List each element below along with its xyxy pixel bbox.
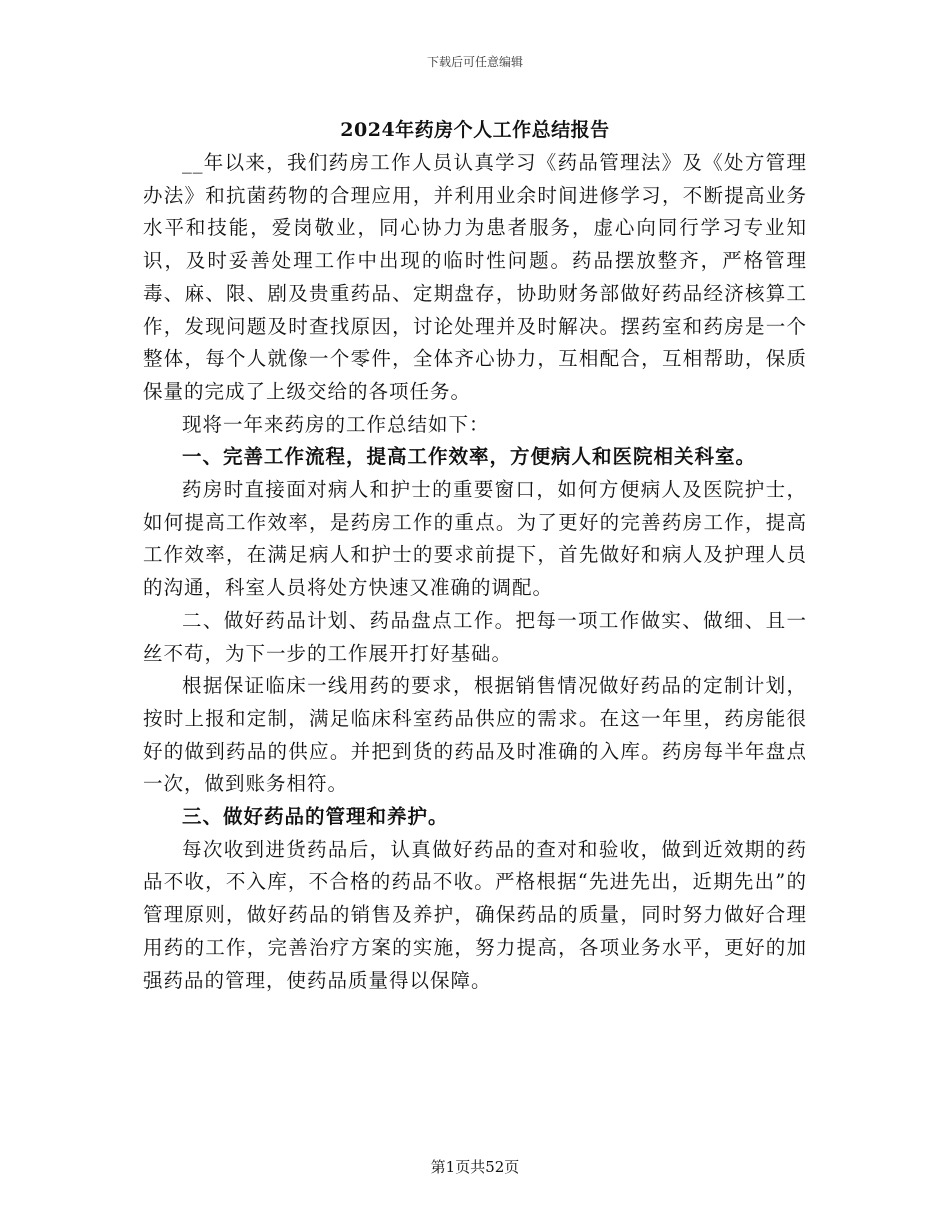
paragraph-section-1: 药房时直接面对病人和护士的重要窗口，如何方便病人及医院护士，如何提高工作效率，是药房工作的重点。为了更好的完善药房工作，提高工作效率，在满足病人和护士的要求前提下，首先做好和病人及护理人员的沟通，科室人员将处方快速又准确的调配。 [143,478,807,600]
header-note: 下载后可任意编辑 [426,55,523,69]
page-footer: 第1页共52页 [430,1158,520,1176]
section-heading-3: 三、做好药品的管理和养护。 [182,805,449,829]
paragraph-section-3: 每次收到进货药品后，认真做好药品的查对和验收，做到近效期的药品不收，不入库，不合格的药品不收。严格根据“先进先出，近期先出”的管理原则，做好药品的销售及养护，确保药品的质量，同时努力做好合理用药的工作，完善治疗方案的实施，努力提高，各项业务水平，更好的加强药品的管理，使药品质量得以保障。 [143,837,807,992]
paragraph-section-2: 二、做好药品计划、药品盘点工作。把每一项工作做实、做细、且一丝不苟，为下一步的工作展开打好基础。 [143,608,807,665]
paragraph-intro: __年以来，我们药房工作人员认真学习《药品管理法》及《处方管理办法》和抗菌药物的合理应用，并利用业余时间进修学习，不断提高业务水平和技能，爱岗敬业，同心协力为患者服务，虚心向同行学习专业知识，及时妥善处理工作中出现的临时性问题。药品摆放整齐，严格管理毒、麻、限、剧及贵重药品、定期盘存，协助财务部做好药品经济核算工作，发现问题及时查找原因，讨论处理并及时解决。摆药室和药房是一个整体，每个人就像一个零件，全体齐心协力，互相配合，互相帮助，保质保量的完成了上级交给的各项任务。 [143,151,807,403]
document-title: 2024年药房个人工作总结报告 [340,119,610,141]
paragraph-summary-lead: 现将一年来药房的工作总结如下： [182,412,490,436]
paragraph-section-2-detail: 根据保证临床一线用药的要求，根据销售情况做好药品的定制计划，按时上报和定制，满足临床科室药品供应的需求。在这一年里，药房能很好的做到药品的供应。并把到货的药品及时准确的入库。药房每半年盘点一次，做到账务相符。 [143,674,807,796]
document-body [143,147,807,997]
section-heading-1: 一、完善工作流程，提高工作效率，方便病人和医院相关科室。 [182,445,757,469]
